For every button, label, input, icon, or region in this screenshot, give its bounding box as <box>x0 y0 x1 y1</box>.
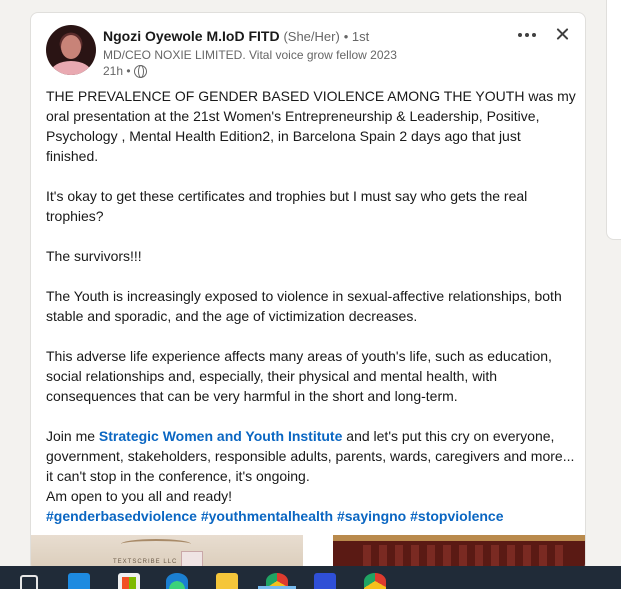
post-body <box>46 86 576 526</box>
post-paragraph: It's okay to get these certificates and trophies but I must say who gets the real trophies? <box>46 188 528 224</box>
post-paragraph: The survivors!!! <box>46 248 142 264</box>
post-paragraph <box>46 426 576 486</box>
post-text: Join me <box>46 428 99 444</box>
avatar-face <box>61 35 81 59</box>
mail-icon[interactable] <box>68 573 90 589</box>
hashtag-link[interactable]: #youthmentalhealth <box>200 508 334 524</box>
file-explorer-icon[interactable] <box>216 573 238 589</box>
certificate-brand: TEXTSCRIBE LLC <box>113 559 178 565</box>
hashtag-link[interactable]: #sayingno <box>336 508 407 524</box>
app-icon[interactable] <box>314 573 336 589</box>
globe-icon <box>134 65 147 78</box>
edge-icon[interactable] <box>166 573 188 589</box>
more-options-button[interactable] <box>513 21 541 49</box>
post-card <box>30 12 586 572</box>
author-name[interactable]: Ngozi Oyewole M.IoD FITD <box>103 28 280 44</box>
store-icon[interactable] <box>118 573 140 589</box>
post-paragraph: Am open to you all and ready! <box>46 488 233 504</box>
post-paragraph: This adverse life experience affects many areas of youth's life, such as education, social relationships and, especially, their physical and mental health, with consequences that can be very harmful in the short and long-term. <box>46 348 552 404</box>
post-time <box>103 64 147 78</box>
post-timestamp: 21h • <box>103 64 131 78</box>
avatar-shoulders <box>51 61 91 75</box>
hashtag-link[interactable]: #genderbasedviolence <box>46 508 197 524</box>
close-icon[interactable] <box>551 21 575 47</box>
right-side-card <box>606 0 621 240</box>
connection-degree: • 1st <box>343 29 370 44</box>
more-horizontal-icon <box>525 33 529 37</box>
task-view-icon[interactable] <box>20 575 38 589</box>
more-horizontal-icon <box>518 33 522 37</box>
taskbar <box>0 566 621 589</box>
certificate-ornament <box>121 539 191 549</box>
hashtag-link[interactable]: #stopviolence <box>410 508 504 524</box>
author-pronouns: (She/Her) <box>283 29 340 44</box>
hashtag-line <box>46 506 576 526</box>
author-headline: MD/CEO NOXIE LIMITED. Vital voice grow fellow 2023 <box>103 48 397 62</box>
mention-link[interactable]: Strategic Women and Youth Institute <box>98 428 343 444</box>
more-horizontal-icon <box>532 33 536 37</box>
post-text: and let's put this cry on everyone, government, stakeholders, responsible adults, parents, wards, caregivers and more... it can't stop in the conference, it's ongoing. <box>46 428 575 484</box>
post-paragraph: THE PREVALENCE OF GENDER BASED VIOLENCE AMONG THE YOUTH was my oral presentation at the 21st Women's Entrepreneurship & Leadership, Positive, Psychology , Mental Health Edition2, in Barcelona Spain 2 days ago that just finished. <box>46 88 576 164</box>
post-paragraph: The Youth is increasingly exposed to violence in sexual-affective relationships, both stable and sporadic, and the age of victimization decreases. <box>46 288 562 324</box>
chrome-profile-icon[interactable] <box>364 573 386 589</box>
avatar[interactable] <box>46 25 96 75</box>
author-line <box>103 28 369 44</box>
